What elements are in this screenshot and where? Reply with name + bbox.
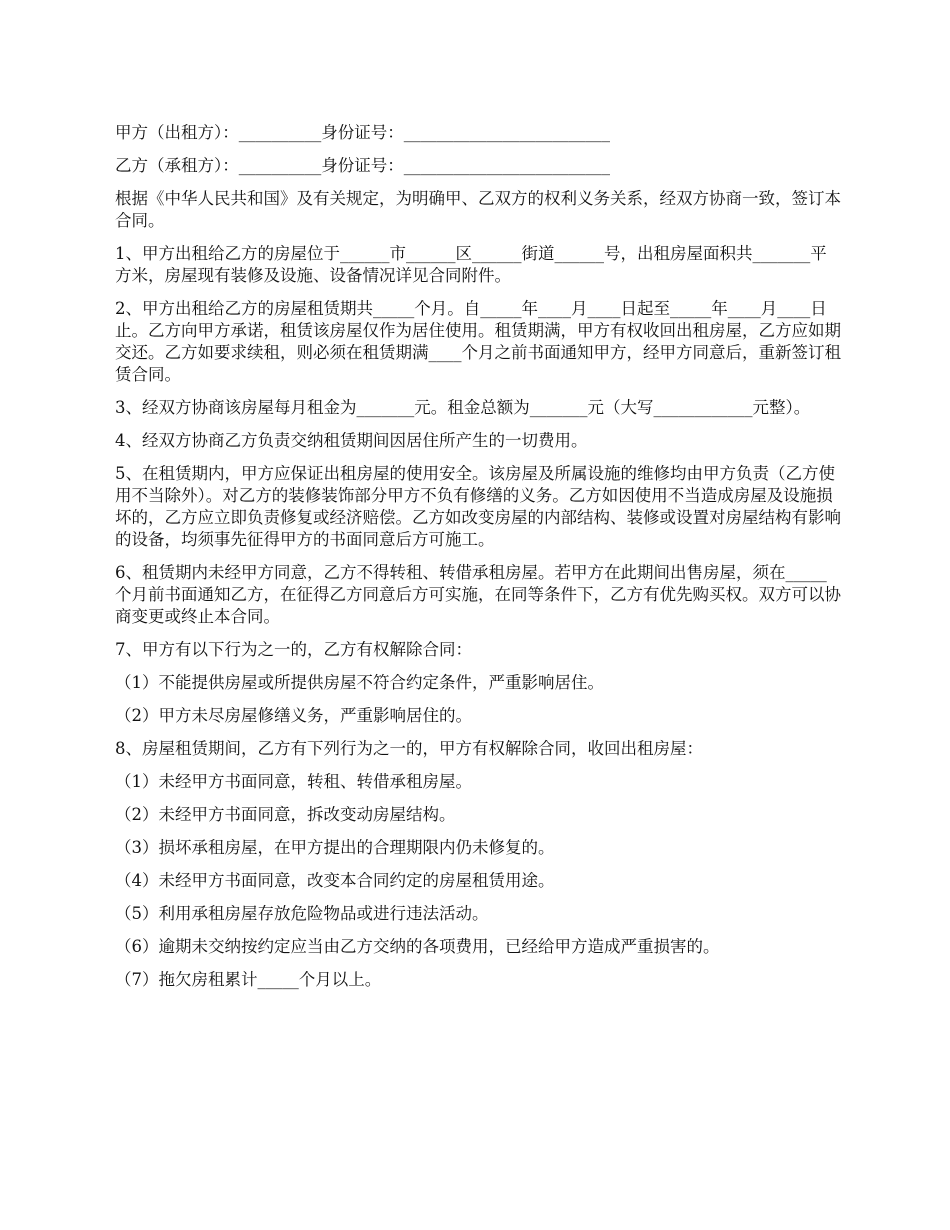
clause-8: 8、房屋租赁期间，乙方有下列行为之一的，甲方有权解除合同，收回出租房屋： [115, 739, 703, 758]
clause-1: 1、甲方出租给乙方的房屋位于______市______区______街道______号，出租房屋面积共_______平方米，房屋现有装修及设施、设备情况详见合同附件。 [115, 244, 827, 285]
party-a-line: 甲方（出租方）：__________身份证号：_________________________ [115, 123, 610, 142]
clause-8-item: （3）损坏承租房屋，在甲方提出的合理期限内仍未修复的。 [115, 838, 555, 857]
clause-7: 7、甲方有以下行为之一的，乙方有权解除合同： [115, 640, 472, 659]
clause-2: 2、甲方出租给乙方的房屋租赁期共_____个月。自_____年____月____日起至_____年____月____日止。乙方向甲方承诺，租赁该房屋仅作为居住使用。租赁期满，甲方有权收回出租房屋，乙方应如期交还。乙方如要求续租，则必须在租赁期满____个月之前书面通知甲方，经甲方同意后，重新签订租赁合同。 [115, 299, 841, 384]
clause-6: 6、租赁期内未经甲方同意，乙方不得转租、转借承租房屋。若甲方在此期间出售房屋，须在_____个月前书面通知乙方，在征得乙方同意后方可实施，在同等条件下，乙方有优先购买权。双方可以协商变更或终止本合同。 [115, 563, 841, 626]
contract-body [115, 122, 843, 1002]
clause-4: 4、经双方协商乙方负责交纳租赁期间因居住所产生的一切费用。 [115, 431, 588, 450]
clause-8-item: （5）利用承租房屋存放危险物品或进行违法活动。 [115, 904, 489, 923]
clause-7-item: （2）甲方未尽房屋修缮义务，严重影响居住的。 [115, 706, 472, 725]
clause-8-item: （2）未经甲方书面同意，拆改变动房屋结构。 [115, 805, 456, 824]
clause-8-item: （7）拖欠房租累计_____个月以上。 [115, 970, 382, 989]
clause-8-item: （1）未经甲方书面同意，转租、转借承租房屋。 [115, 772, 472, 791]
clause-5: 5、在租赁期内，甲方应保证出租房屋的使用安全。该房屋及所属设施的维修均由甲方负责（乙方使用不当除外）。对乙方的装修装饰部分甲方不负有修缮的义务。乙方如因使用不当造成房屋及设施损坏的，乙方应立即负责修复或经济赔偿。乙方如改变房屋的内部结构、装修或设置对房屋结构有影响的设备，均须事先征得甲方的书面同意后方可施工。 [115, 464, 841, 549]
party-b-line: 乙方（承租方）：__________身份证号：_________________________ [115, 156, 610, 175]
clause-3: 3、经双方协商该房屋每月租金为_______元。租金总额为_______元（大写____________元整）。 [115, 398, 811, 417]
clause-8-item: （4）未经甲方书面同意，改变本合同约定的房屋租赁用途。 [115, 871, 555, 890]
clause-8-item: （6）逾期未交纳按约定应当由乙方交纳的各项费用，已经给甲方造成严重损害的。 [115, 937, 720, 956]
intro-paragraph: 根据《中华人民共和国》及有关规定，为明确甲、乙双方的权利义务关系，经双方协商一致，签订本合同。 [115, 189, 841, 230]
clause-7-item: （1）不能提供房屋或所提供房屋不符合约定条件，严重影响居住。 [115, 673, 604, 692]
